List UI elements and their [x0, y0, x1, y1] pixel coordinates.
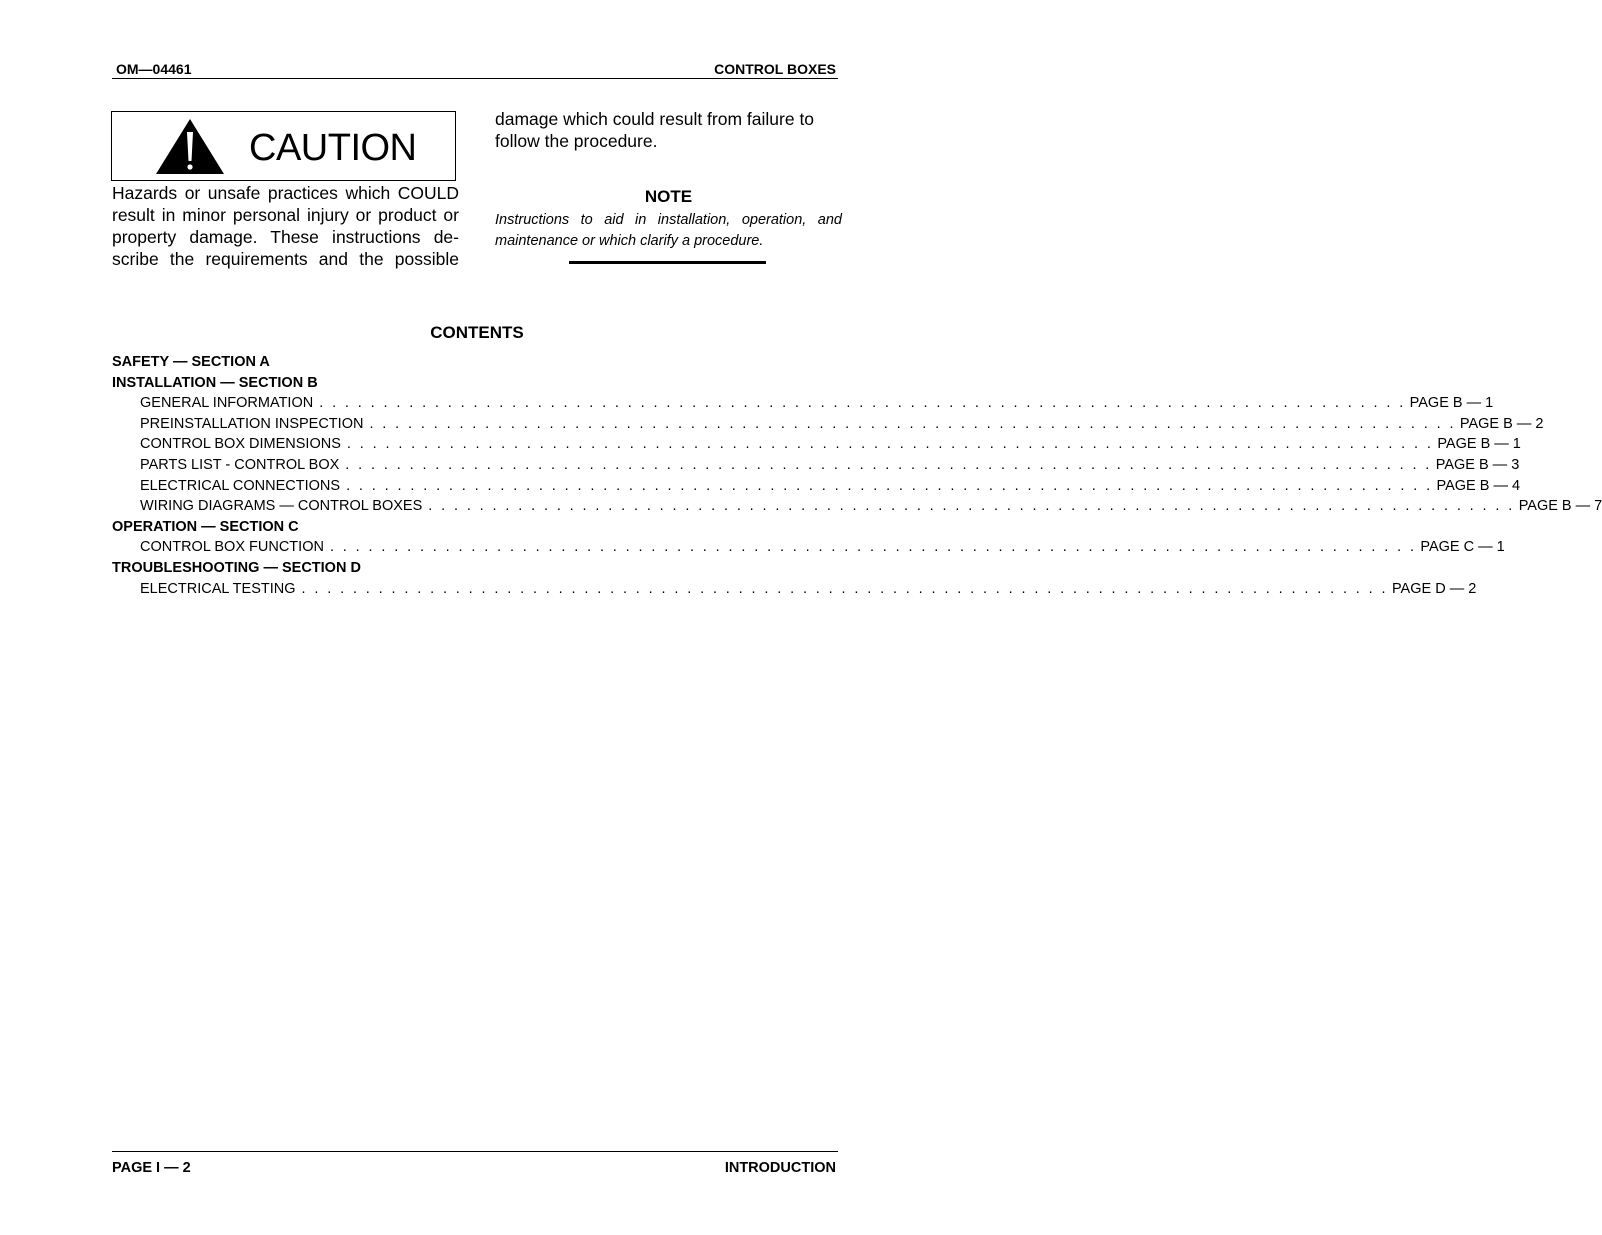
caution-line: follow the procedure. [495, 131, 658, 151]
toc-entry-page: PAGE B — 7 [1518, 498, 1602, 515]
toc-entry [112, 455, 1520, 476]
toc-entry [112, 496, 1602, 517]
toc-entry [112, 414, 1544, 435]
toc-entry-title: CONTROL BOX DIMENSIONS [140, 436, 341, 453]
note-line: Instructions to aid in installation, operation, and [495, 212, 842, 228]
toc-entry-title: ELECTRICAL CONNECTIONS [140, 477, 341, 494]
toc-leader-dots: . . . . . . . . . . . . . . . . . . . . . . . . . . . . . . . . . . . . . . . . . . . . . . . . . . . . . . . . . . . . . . . . . . . . . . . . . . . . . . . . . . . . . [369, 415, 1456, 432]
toc-entry-title: PREINSTALLATION INSPECTION [140, 415, 364, 432]
caution-description-continued [495, 108, 842, 152]
toc-leader-dots: . . . . . . . . . . . . . . . . . . . . . . . . . . . . . . . . . . . . . . . . . . . . . . . . . . . . . . . . . . . . . . . . . . . . . . . . . . . . . . . . . . . . . [346, 477, 1433, 494]
toc-leader-dots: . . . . . . . . . . . . . . . . . . . . . . . . . . . . . . . . . . . . . . . . . . . . . . . . . . . . . . . . . . . . . . . . . . . . . . . . . . . . . . . . . . . . . [428, 498, 1515, 515]
toc-entry [112, 579, 1477, 600]
caution-line: scribe the requirements and the possible [112, 249, 459, 269]
toc-entry-title: GENERAL INFORMATION [140, 395, 314, 412]
page-footer [112, 1151, 838, 1176]
toc-entry [112, 476, 1521, 497]
note-line: maintenance or which clarify a procedure. [495, 233, 764, 249]
toc-leader-dots: . . . . . . . . . . . . . . . . . . . . . . . . . . . . . . . . . . . . . . . . . . . . . . . . . . . . . . . . . . . . . . . . . . . . . . . . . . . . . . . . . . . . . [319, 395, 1406, 412]
caution-word: CAUTION [249, 127, 417, 169]
toc-entry-title: WIRING DIAGRAMS — CONTROL BOXES [140, 498, 423, 515]
toc-section-heading: INSTALLATION — SECTION B [112, 374, 318, 391]
caution-line: result in minor personal injury or product or [112, 205, 459, 225]
note-title: NOTE [644, 187, 693, 206]
toc-entry-page: PAGE B — 1 [1437, 436, 1521, 453]
caution-line: Hazards or unsafe practices which COULD [112, 183, 459, 203]
toc-leader-dots: . . . . . . . . . . . . . . . . . . . . . . . . . . . . . . . . . . . . . . . . . . . . . . . . . . . . . . . . . . . . . . . . . . . . . . . . . . . . . . . . . . . . . [329, 539, 1417, 556]
document-title: CONTROL BOXES [714, 61, 836, 77]
toc-entry-title: CONTROL BOX FUNCTION [140, 539, 324, 556]
table-of-contents [112, 352, 1602, 599]
toc-leader-dots: . . . . . . . . . . . . . . . . . . . . . . . . . . . . . . . . . . . . . . . . . . . . . . . . . . . . . . . . . . . . . . . . . . . . . . . . . . . . . . . . . . . . . [301, 580, 1388, 597]
toc-leader-dots: . . . . . . . . . . . . . . . . . . . . . . . . . . . . . . . . . . . . . . . . . . . . . . . . . . . . . . . . . . . . . . . . . . . . . . . . . . . . . . . . . . . . . [345, 456, 1432, 473]
toc-entry [112, 537, 1505, 558]
caution-description [112, 182, 459, 270]
toc-section-heading: TROUBLESHOOTING — SECTION D [112, 559, 361, 576]
note-divider [569, 261, 766, 264]
toc-entry-title: ELECTRICAL TESTING [140, 580, 296, 597]
caution-line: property damage. These instructions de- [112, 227, 459, 247]
toc-entry-page: PAGE B — 4 [1436, 477, 1521, 494]
page-header [112, 60, 838, 79]
chapter-name: INTRODUCTION [724, 1160, 836, 1176]
toc-entry-page: PAGE C — 1 [1420, 539, 1505, 556]
note-body [495, 210, 842, 252]
toc-entry-page: PAGE B — 2 [1459, 415, 1544, 432]
warning-triangle-icon [153, 116, 227, 176]
document-number: OM—04461 [116, 61, 192, 77]
caution-line: damage which could result from failure to [495, 109, 815, 129]
toc-leader-dots: . . . . . . . . . . . . . . . . . . . . . . . . . . . . . . . . . . . . . . . . . . . . . . . . . . . . . . . . . . . . . . . . . . . . . . . . . . . . . . . . . . . . . [346, 436, 1434, 453]
toc-section-heading: OPERATION — SECTION C [112, 518, 299, 535]
toc-entry-page: PAGE B — 1 [1409, 395, 1494, 412]
toc-entry [112, 434, 1521, 455]
contents-title: CONTENTS [430, 323, 524, 342]
toc-entry-title: PARTS LIST - CONTROL BOX [140, 456, 340, 473]
caution-banner [111, 111, 456, 181]
toc-entry-page: PAGE D — 2 [1391, 580, 1477, 597]
toc-entry-page: PAGE B — 3 [1435, 456, 1520, 473]
toc-entry [112, 393, 1494, 414]
toc-section-heading: SAFETY — SECTION A [112, 354, 270, 370]
page-number: PAGE I — 2 [112, 1160, 191, 1176]
